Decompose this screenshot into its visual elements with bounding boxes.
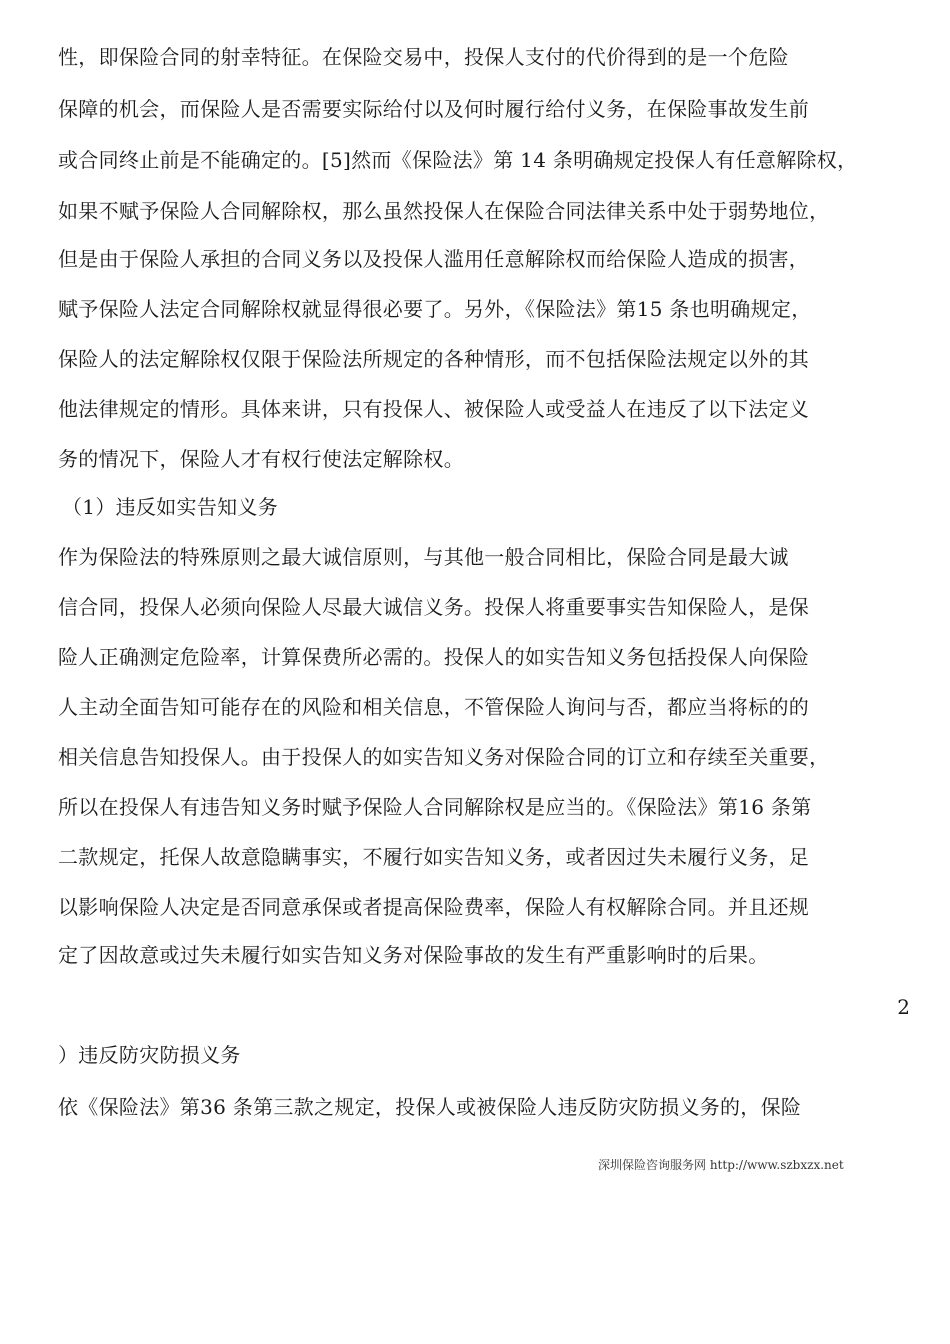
text-line: 赋予保险人法定合同解除权就显得很必要了。另外，《保险法》第15 条也明确规定， [58, 297, 812, 321]
text-line: 但是由于保险人承担的合同义务以及投保人滥用任意解除权而给保险人造成的损害， [58, 247, 810, 271]
text-line: 性，即保险合同的射幸特征。在保险交易中，投保人支付的代价得到的是一个危险 [58, 45, 789, 69]
footer-source: 深圳保险咨询服务网 http://www.szbxzx.net [598, 1158, 844, 1172]
text-line: 他法律规定的情形。具体来讲，只有投保人、被保险人或受益人在违反了以下法定义 [58, 397, 810, 421]
text-line: 以影响保险人决定是否同意承保或者提高保险费率，保险人有权解除合同。并且还规 [58, 895, 810, 919]
text-line: 或合同终止前是不能确定的。[5]然而《保险法》第 14 条明确规定投保人有任意解除权， [58, 148, 858, 172]
text-line: 如果不赋予保险人合同解除权，那么虽然投保人在保险合同法律关系中处于弱势地位， [58, 199, 830, 223]
text-line: 定了因故意或过失未履行如实告知义务对保险事故的发生有严重影响时的后果。 [58, 943, 769, 967]
section-heading: ）违反防灾防损义务 [58, 1043, 241, 1067]
text-line: 人主动全面告知可能存在的风险和相关信息，不管保险人询问与否，都应当将标的的 [58, 695, 810, 719]
page-number: 2 [897, 995, 910, 1019]
text-line: 保障的机会，而保险人是否需要实际给付以及何时履行给付义务，在保险事故发生前 [58, 97, 810, 121]
text-line: 信合同，投保人必须向保险人尽最大诚信义务。投保人将重要事实告知保险人，是保 [58, 595, 810, 619]
section-heading: （1）违反如实告知义务 [62, 495, 279, 519]
text-line: 务的情况下，保险人才有权行使法定解除权。 [58, 447, 464, 471]
text-line: 险人正确测定危险率，计算保费所必需的。投保人的如实告知义务包括投保人向保险 [58, 645, 810, 669]
text-line: 保险人的法定解除权仅限于保险法所规定的各种情形，而不包括保险法规定以外的其 [58, 347, 810, 371]
text-line: 二款规定，托保人故意隐瞒事实，不履行如实告知义务，或者因过失未履行义务，足 [58, 845, 810, 869]
text-line: 作为保险法的特殊原则之最大诚信原则，与其他一般合同相比，保险合同是最大诚 [58, 545, 789, 569]
text-line: 相关信息告知投保人。由于投保人的如实告知义务对保险合同的订立和存续至关重要， [58, 745, 830, 769]
text-line: 所以在投保人有违告知义务时赋予保险人合同解除权是应当的。《保险法》第16 条第 [58, 795, 812, 819]
text-line: 依《保险法》第36 条第三款之规定，投保人或被保险人违反防灾防损义务的，保险 [58, 1095, 802, 1119]
